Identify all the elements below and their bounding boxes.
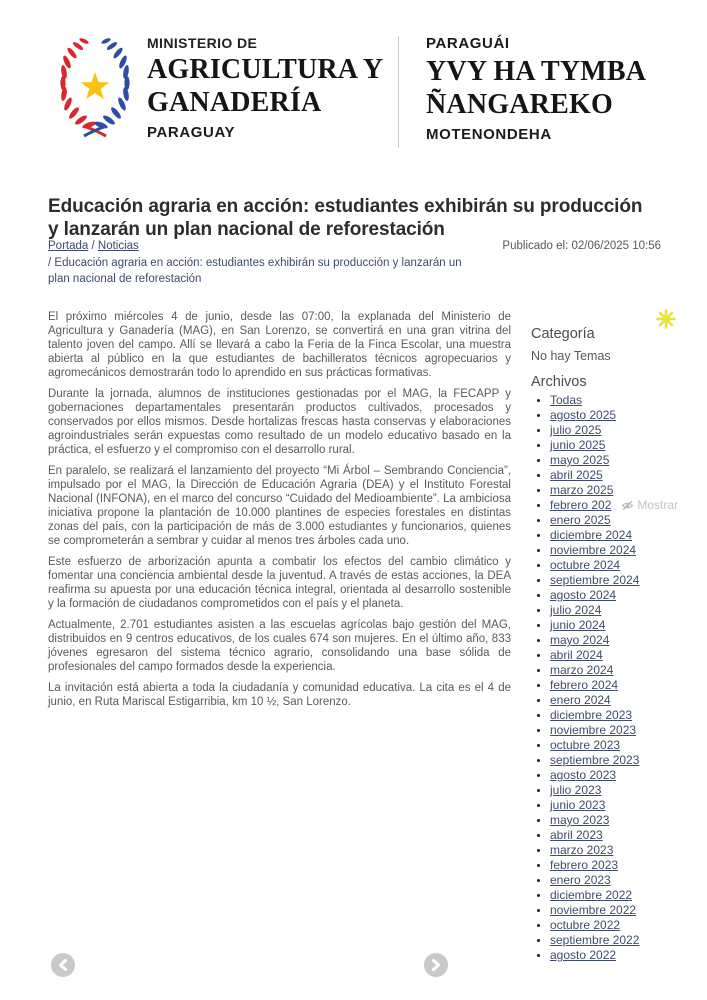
archive-link[interactable]: septiembre 2024: [550, 573, 640, 588]
archive-link[interactable]: noviembre 2023: [550, 723, 637, 738]
archive-item: [550, 393, 707, 408]
chevron-left-icon: [58, 959, 68, 971]
archive-item: [550, 573, 707, 588]
archive-link[interactable]: abril 2023: [550, 828, 603, 843]
archive-link[interactable]: octubre 2023: [550, 738, 621, 753]
archive-link[interactable]: febrero 202: [550, 498, 612, 512]
previous-article-button[interactable]: [51, 953, 75, 977]
archive-item: [550, 543, 707, 558]
article-paragraph: Durante la jornada, alumnos de instituciones gestionadas por el MAG, la FECAPP y gobernaciones departamentales presentarán productos cultivados, procesados y conservados por ellos mismos. Desde hortalizas frescas hasta conservas y elaboraciones agroindustriales serán expuestas como resultado de un modelo educativo basado en la práctica, el esfuerzo y el compromiso con el desarrollo rural.: [48, 388, 511, 456]
archive-link[interactable]: julio 2023: [550, 783, 602, 798]
ministry-gn-title-line1: YVY HA TYMBA: [426, 56, 647, 87]
archive-item: [550, 693, 707, 708]
archive-item: [550, 843, 707, 858]
archive-item: [550, 783, 707, 798]
archive-item: [550, 483, 707, 498]
archive-link[interactable]: diciembre 2024: [550, 528, 633, 543]
archive-item: [550, 813, 707, 828]
article-paragraph: El próximo miércoles 4 de junio, desde las 07:00, la explanada del Ministerio de Agricultura y Ganadería (MAG), en San Lorenzo, se convertirá en una gran vitrina del talento joven del campo. Allí se llevará a cabo la Feria de la Finca Escolar, una muestra abierta al público en la que estudiantes de bachilleratos técnicos agropecuarios y agromecánicos demostrarán todo lo aprendido en sus prácticas formativas.: [48, 311, 511, 379]
ministry-small-label: MINISTERIO DE: [147, 35, 258, 51]
archive-link[interactable]: mayo 2024: [550, 633, 610, 648]
archive-item: [550, 933, 707, 948]
archive-link[interactable]: agosto 2024: [550, 588, 617, 603]
archive-link[interactable]: septiembre 2022: [550, 933, 640, 948]
archive-item: [550, 738, 707, 753]
archive-link[interactable]: diciembre 2023: [550, 708, 633, 723]
article-meta-row: [48, 238, 661, 288]
archive-link[interactable]: junio 2025: [550, 438, 606, 452]
archive-item: [550, 423, 707, 438]
archive-link[interactable]: enero 2024: [550, 693, 611, 708]
breadcrumb-current: Educación agraria en acción: estudiantes exhibirán su producción y lanzarán un plan nacional de reforestación: [48, 256, 462, 285]
ministry-country-label: PARAGUAY: [147, 124, 236, 141]
chevron-right-icon: [431, 959, 441, 971]
archive-link[interactable]: abril 2024: [550, 648, 603, 663]
archive-link[interactable]: marzo 2023: [550, 843, 614, 858]
sidebar-archives-title: Archivos: [531, 374, 587, 390]
archive-link[interactable]: noviembre 2022: [550, 903, 637, 918]
archive-item: [550, 528, 707, 543]
archive-item: [550, 633, 707, 648]
archive-link[interactable]: julio 2024: [550, 603, 602, 618]
sidebar-category-title: Categoría: [531, 326, 595, 342]
archive-item: [550, 468, 707, 483]
archive-link[interactable]: diciembre 2022: [550, 888, 633, 903]
coat-of-arms-logo: [53, 30, 137, 142]
archive-item: [550, 768, 707, 783]
archive-link[interactable]: agosto 2022: [550, 948, 617, 963]
archive-item: [550, 828, 707, 843]
archive-link[interactable]: junio 2024: [550, 618, 606, 633]
breadcrumb-separator: /: [91, 240, 95, 252]
archive-item: [550, 948, 707, 963]
archive-link[interactable]: febrero 2023: [550, 858, 619, 873]
archive-item: [550, 723, 707, 738]
archive-link[interactable]: junio 2023: [550, 798, 606, 813]
yellow-asterisk-icon[interactable]: [655, 308, 677, 330]
archive-item: [550, 558, 707, 573]
mostrar-tooltip[interactable]: [621, 498, 678, 513]
archive-link[interactable]: Todas: [550, 393, 583, 407]
archive-item: [550, 708, 707, 723]
archive-item: [550, 408, 707, 423]
published-date: Publicado el: 02/06/2025 10:56: [502, 240, 661, 252]
archive-link[interactable]: enero 2025: [550, 513, 611, 528]
article-paragraph: En paralelo, se realizará el lanzamiento del proyecto “Mi Árbol – Sembrando Conciencia”, impulsado por el MAG, la Dirección de Educación Agraria (DEA) y el Instituto Forestal Nacional (INFONA), en el marco del concurso “Cuidado del Medioambiente”. La ambiciosa iniciativa propone la plantación de 10.000 plantines de especies forestales en distintas zonas del país, con la participación de más de 3.000 estudiantes y funcionarios, quienes se comprometerán a sembrar y cuidar al menos tres árboles cada uno.: [48, 465, 511, 547]
archive-item: [550, 438, 707, 453]
archives-list: [531, 393, 707, 963]
ministry-title-line2: GANADERÍA: [147, 87, 322, 118]
archive-link[interactable]: marzo 2025: [550, 483, 614, 497]
breadcrumb-current-line: [48, 255, 478, 288]
article-paragraph: La invitación está abierta a toda la ciudadanía y comunidad educativa. La cita es el 4 de junio, en Ruta Mariscal Estigarribia, km 10 ½, San Lorenzo.: [48, 682, 511, 709]
archive-link[interactable]: septiembre 2023: [550, 753, 640, 768]
page-title: Educación agraria en acción: estudiantes exhibirán su producción y lanzarán un plan nacional de reforestación: [48, 195, 643, 241]
article-body: [48, 311, 511, 718]
archive-link[interactable]: noviembre 2024: [550, 543, 637, 558]
header-title-es: [147, 33, 383, 144]
archive-item: [550, 603, 707, 618]
mostrar-label: Mostrar: [637, 498, 679, 513]
ministry-gn-small-label: PARAGUÁI: [426, 35, 510, 52]
archive-item: [550, 678, 707, 693]
article-paragraph: Actualmente, 2.701 estudiantes asisten a las escuelas agrícolas bajo gestión del MAG, distribuidos en 9 centros educativos, de los cuales 674 son mujeres. En el último año, 833 jóvenes egresaron del sistema técnico agrario, consolidando una base sólida de profesionales del campo formados desde la experiencia.: [48, 619, 511, 673]
archive-item: [550, 903, 707, 918]
article-paragraph: Este esfuerzo de arborización apunta a combatir los efectos del cambio climático y fomentar una conciencia ambiental desde la juventud. A través de estas acciones, la DEA reafirma su apuesta por una educación técnica integral, orientada al desarrollo sostenible y la formación de ciudadanos comprometidos con el país y el planeta.: [48, 556, 511, 610]
sidebar-category-empty: No hay Temas: [531, 349, 611, 363]
archive-link[interactable]: abril 2025: [550, 468, 603, 482]
archive-item: [550, 663, 707, 678]
archive-item: [550, 753, 707, 768]
archive-item: [550, 498, 707, 513]
archive-item: [550, 513, 707, 528]
archive-link[interactable]: enero 2023: [550, 873, 611, 888]
breadcrumb: [48, 238, 478, 288]
header-divider: [398, 36, 399, 148]
breadcrumb-section-link[interactable]: Noticias: [97, 240, 139, 252]
archive-link[interactable]: octubre 2024: [550, 558, 621, 573]
archive-item: [550, 648, 707, 663]
breadcrumb-separator: /: [48, 256, 52, 269]
next-article-button[interactable]: [424, 953, 448, 977]
archive-link[interactable]: mayo 2023: [550, 813, 610, 828]
ministry-title-line1: AGRICULTURA Y: [147, 54, 384, 85]
archive-item: [550, 618, 707, 633]
archive-link[interactable]: agosto 2023: [550, 768, 617, 783]
archive-item: [550, 858, 707, 873]
archive-link[interactable]: febrero 2024: [550, 678, 619, 693]
archive-link[interactable]: julio 2025: [550, 423, 602, 437]
archive-item: [550, 873, 707, 888]
archive-item: [550, 918, 707, 933]
archive-item: [550, 588, 707, 603]
archive-link[interactable]: marzo 2024: [550, 663, 614, 678]
archive-item: [550, 798, 707, 813]
breadcrumb-home-link[interactable]: Portada: [48, 240, 89, 252]
archive-link[interactable]: agosto 2025: [550, 408, 617, 422]
archive-item: [550, 888, 707, 903]
eye-off-icon: [621, 499, 634, 512]
star-icon: [81, 72, 110, 99]
archive-link[interactable]: octubre 2022: [550, 918, 621, 933]
archive-link[interactable]: mayo 2025: [550, 453, 610, 467]
archive-item: [550, 453, 707, 468]
ministry-gn-bottom-label: MOTENONDEHA: [426, 126, 552, 143]
header-title-gn: [426, 33, 646, 146]
ministry-gn-title-line2: ÑANGAREKO: [426, 89, 613, 120]
